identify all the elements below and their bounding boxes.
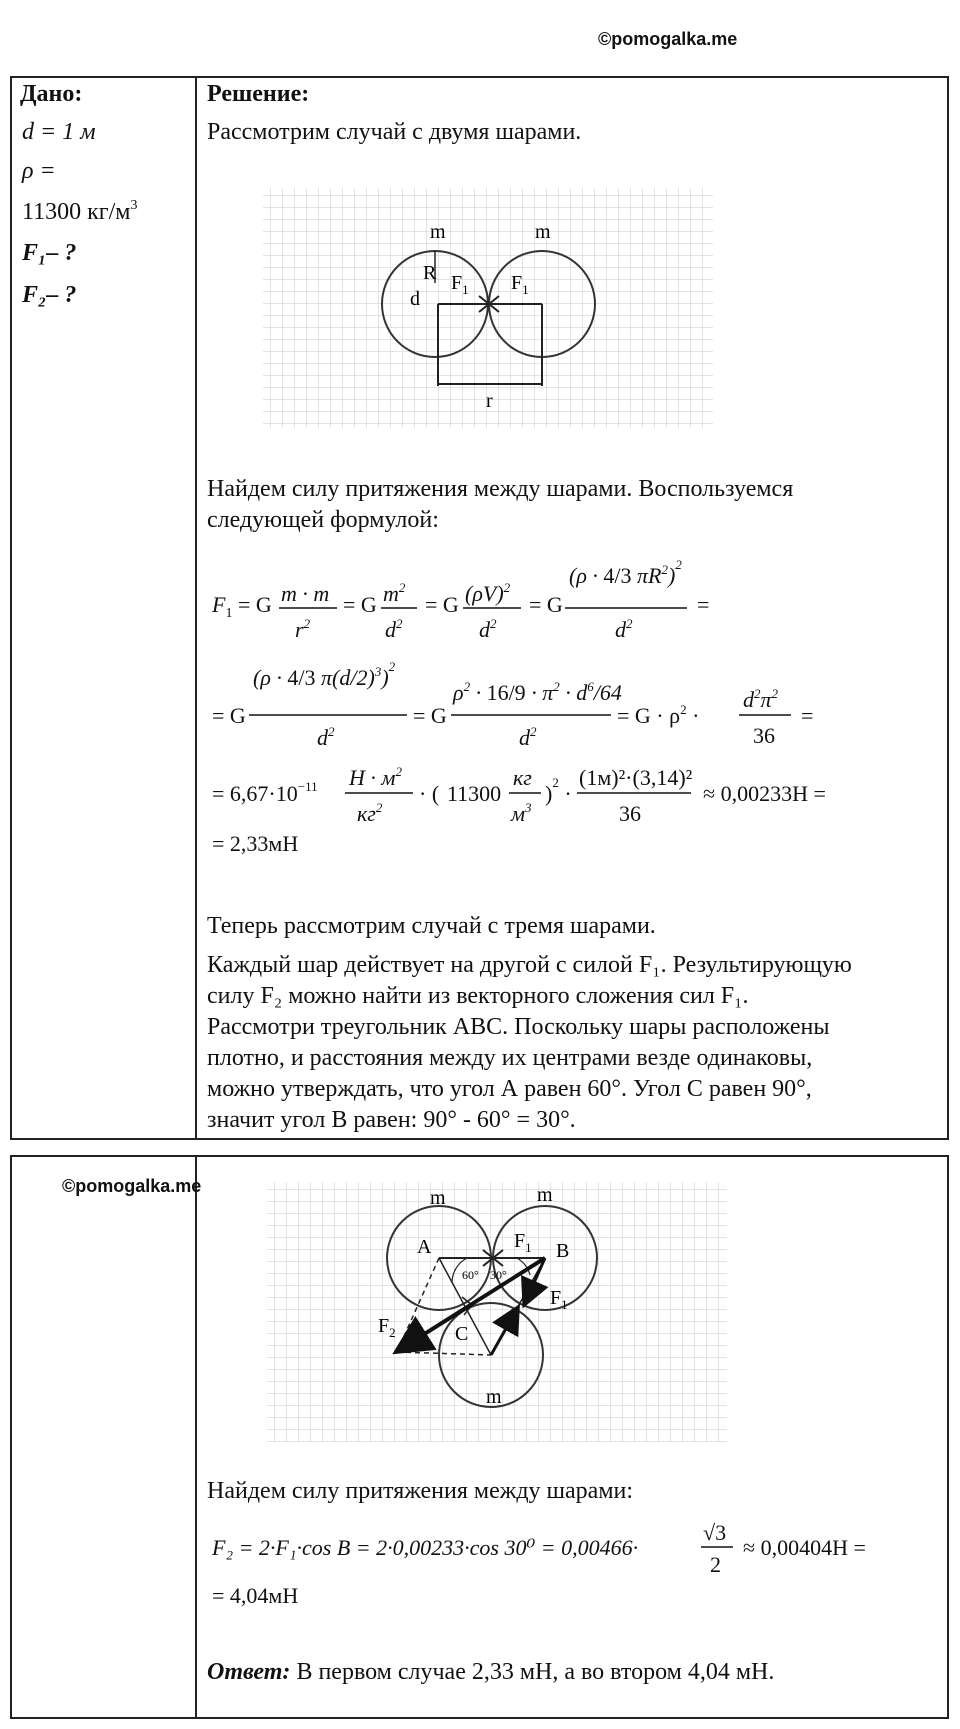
svg-text:(ρ · 4/3 π(d/2)3)2: (ρ · 4/3 $\pi(d/2)^3)^2$ xyxy=(253,659,396,690)
fig2-C: C xyxy=(455,1323,469,1345)
svg-text:кг2: $кг^2$ xyxy=(357,800,383,826)
svg-text:= G: = G xyxy=(212,703,246,728)
answer xyxy=(207,1657,774,1688)
svg-text:ρ2 · 16/9 · π2 · d6/64: $\rho^2 \cdot 16/9 \cdot \pi^2 \cdot d^6/64$ xyxy=(453,679,622,705)
svg-text:= 2,33мН: = 2,33мН xyxy=(212,831,299,856)
watermark-top: ©pomogalka.me xyxy=(598,29,738,49)
svg-text:≈ 0,00404H =: ≈ 0,00404H = xyxy=(743,1535,866,1560)
watermark-inner: ©pomogalka.me xyxy=(62,1176,202,1196)
fig1-F1b: $F_1$ xyxy=(511,272,529,297)
svg-text:2: 2 xyxy=(710,1552,721,1577)
para1-line1: Найдем силу притяжения между шарами. Воспользуемся xyxy=(207,476,794,502)
table-1-divider xyxy=(195,76,197,1140)
svg-text:=: = xyxy=(697,592,710,617)
svg-text:36: 36 xyxy=(753,723,775,748)
fig1-m-right: m xyxy=(535,221,551,243)
svg-text:м3: $м^3$ xyxy=(511,800,532,826)
given-f2: F₂– ? xyxy=(22,282,77,308)
svg-text:m2: $m^2$ xyxy=(383,580,406,606)
fig2-F2: $F_2$ xyxy=(378,1315,396,1340)
fig1-R: R xyxy=(423,262,437,284)
svg-text:= 4,04мН: = 4,04мН xyxy=(212,1583,299,1608)
solution-intro: Рассмотрим случай с двумя шарами. xyxy=(207,119,582,145)
para3-line: Рассмотри треугольник АВС. Поскольку шары расположены xyxy=(207,1014,830,1040)
para3-line: Каждый шар действует на другой с силой F₁. Результирующую xyxy=(207,952,852,978)
fig1-r: r xyxy=(486,390,493,412)
fig2-m2: m xyxy=(537,1184,553,1206)
svg-text:36: 36 xyxy=(619,801,641,826)
svg-text:≈ 0,00233H =: ≈ 0,00233H = xyxy=(703,781,826,806)
solution-title: Решение: xyxy=(207,81,310,107)
para2: Теперь рассмотрим случай с тремя шарами. xyxy=(207,913,656,939)
svg-text:= G · ρ2 ·: = $G \cdot \rho^2$ · xyxy=(617,702,700,728)
fig2-F1-top: $F_1$ xyxy=(514,1230,532,1255)
svg-text:=: = xyxy=(801,703,814,728)
para3-line: значит угол В равен: 90° - 60° = 30°. xyxy=(207,1107,576,1133)
fig2-F1-right: $F_1$ xyxy=(550,1287,568,1312)
fig1-d: d xyxy=(410,288,420,310)
svg-text:кг: кг xyxy=(513,765,532,790)
para4: Найдем силу притяжения между шарами: xyxy=(207,1478,634,1504)
svg-text:√3: √3 xyxy=(703,1520,727,1545)
svg-text:)2 ·: )$^2$ · xyxy=(545,775,572,806)
svg-text:d2: $d^2$ xyxy=(317,724,335,750)
answer-label: Ответ: xyxy=(207,1659,291,1685)
given-f1: F₁– ? xyxy=(22,240,77,266)
para3-line: можно утверждать, что угол А равен 60°. Угол С равен 90°, xyxy=(207,1076,812,1102)
fig1-F1a: $F_1$ xyxy=(451,272,469,297)
svg-text:11300: 11300 xyxy=(447,781,502,806)
fig2-a30: 30° xyxy=(490,1268,507,1282)
fig2-m1: m xyxy=(430,1187,446,1209)
svg-text:d2: $d^2$ xyxy=(479,616,497,642)
para3-line: силу F₂ можно найти из векторного сложения сил F₁. xyxy=(207,983,749,1009)
given-title: Дано: xyxy=(20,81,83,107)
svg-text:H · м2: $H \cdot м^2$ xyxy=(349,764,402,790)
given-rho-value: 11300 $кг/м^3$ xyxy=(22,198,138,225)
table-2-divider xyxy=(195,1155,197,1719)
svg-text:= G: = G xyxy=(413,703,447,728)
three-balls-figure xyxy=(262,1177,732,1447)
svg-text:d2: $d^2$ xyxy=(519,724,537,750)
svg-text:F₂ = 2·F₁·cos B = 2·0,00233·co: F₂ = 2·F₁·cos B = 2·0,00233·cos 30⁰ = 0,00466· xyxy=(212,1535,639,1560)
formula-1 xyxy=(207,545,927,865)
svg-text:d2: $d^2$ xyxy=(385,616,403,642)
svg-text:r2: $r^2$ xyxy=(295,616,311,642)
svg-text:(1м)²·(3,14)²: (1м)²·(3,14)² xyxy=(579,765,693,790)
para3-line: плотно, и расстояния между их центрами везде одинаковы, xyxy=(207,1045,813,1071)
fig1-m-left: m xyxy=(430,221,446,243)
svg-text:(ρV)2: $(\rho V)^2$ xyxy=(465,580,511,606)
svg-text:= G: = G xyxy=(343,592,377,617)
svg-text:= G: = G xyxy=(529,592,563,617)
svg-text:F1 = G: $F_1 = G$ xyxy=(212,592,272,621)
para3 xyxy=(207,950,942,1136)
fig2-a60: 60° xyxy=(462,1268,479,1282)
svg-text:· (: · ( xyxy=(419,781,440,806)
answer-text: В первом случае 2,33 мН, а во втором 4,04 мН. xyxy=(290,1659,775,1685)
svg-text:= 6,67·10−11: = $6,67\cdot 10^{-11}$ xyxy=(212,779,318,806)
svg-text:= G: = G xyxy=(425,592,459,617)
given-d: d = 1 м xyxy=(22,119,96,145)
given-rho: ρ = xyxy=(22,158,56,184)
para1-line2: следующей формулой: xyxy=(207,507,439,533)
fig2-A: A xyxy=(417,1236,432,1258)
svg-text:d2π2: $d^2\pi^2$ xyxy=(743,686,779,712)
fig2-B: B xyxy=(556,1240,570,1262)
svg-text:d2: $d^2$ xyxy=(615,616,633,642)
formula-2 xyxy=(207,1510,927,1620)
svg-text:m · m: m · m xyxy=(281,581,330,606)
two-balls-figure xyxy=(258,183,718,433)
fig2-m3: m xyxy=(486,1386,502,1408)
svg-text:(ρ · 4/3 πR2)2: (ρ · 4/3 $\pi R^2)^2$ xyxy=(569,557,682,588)
